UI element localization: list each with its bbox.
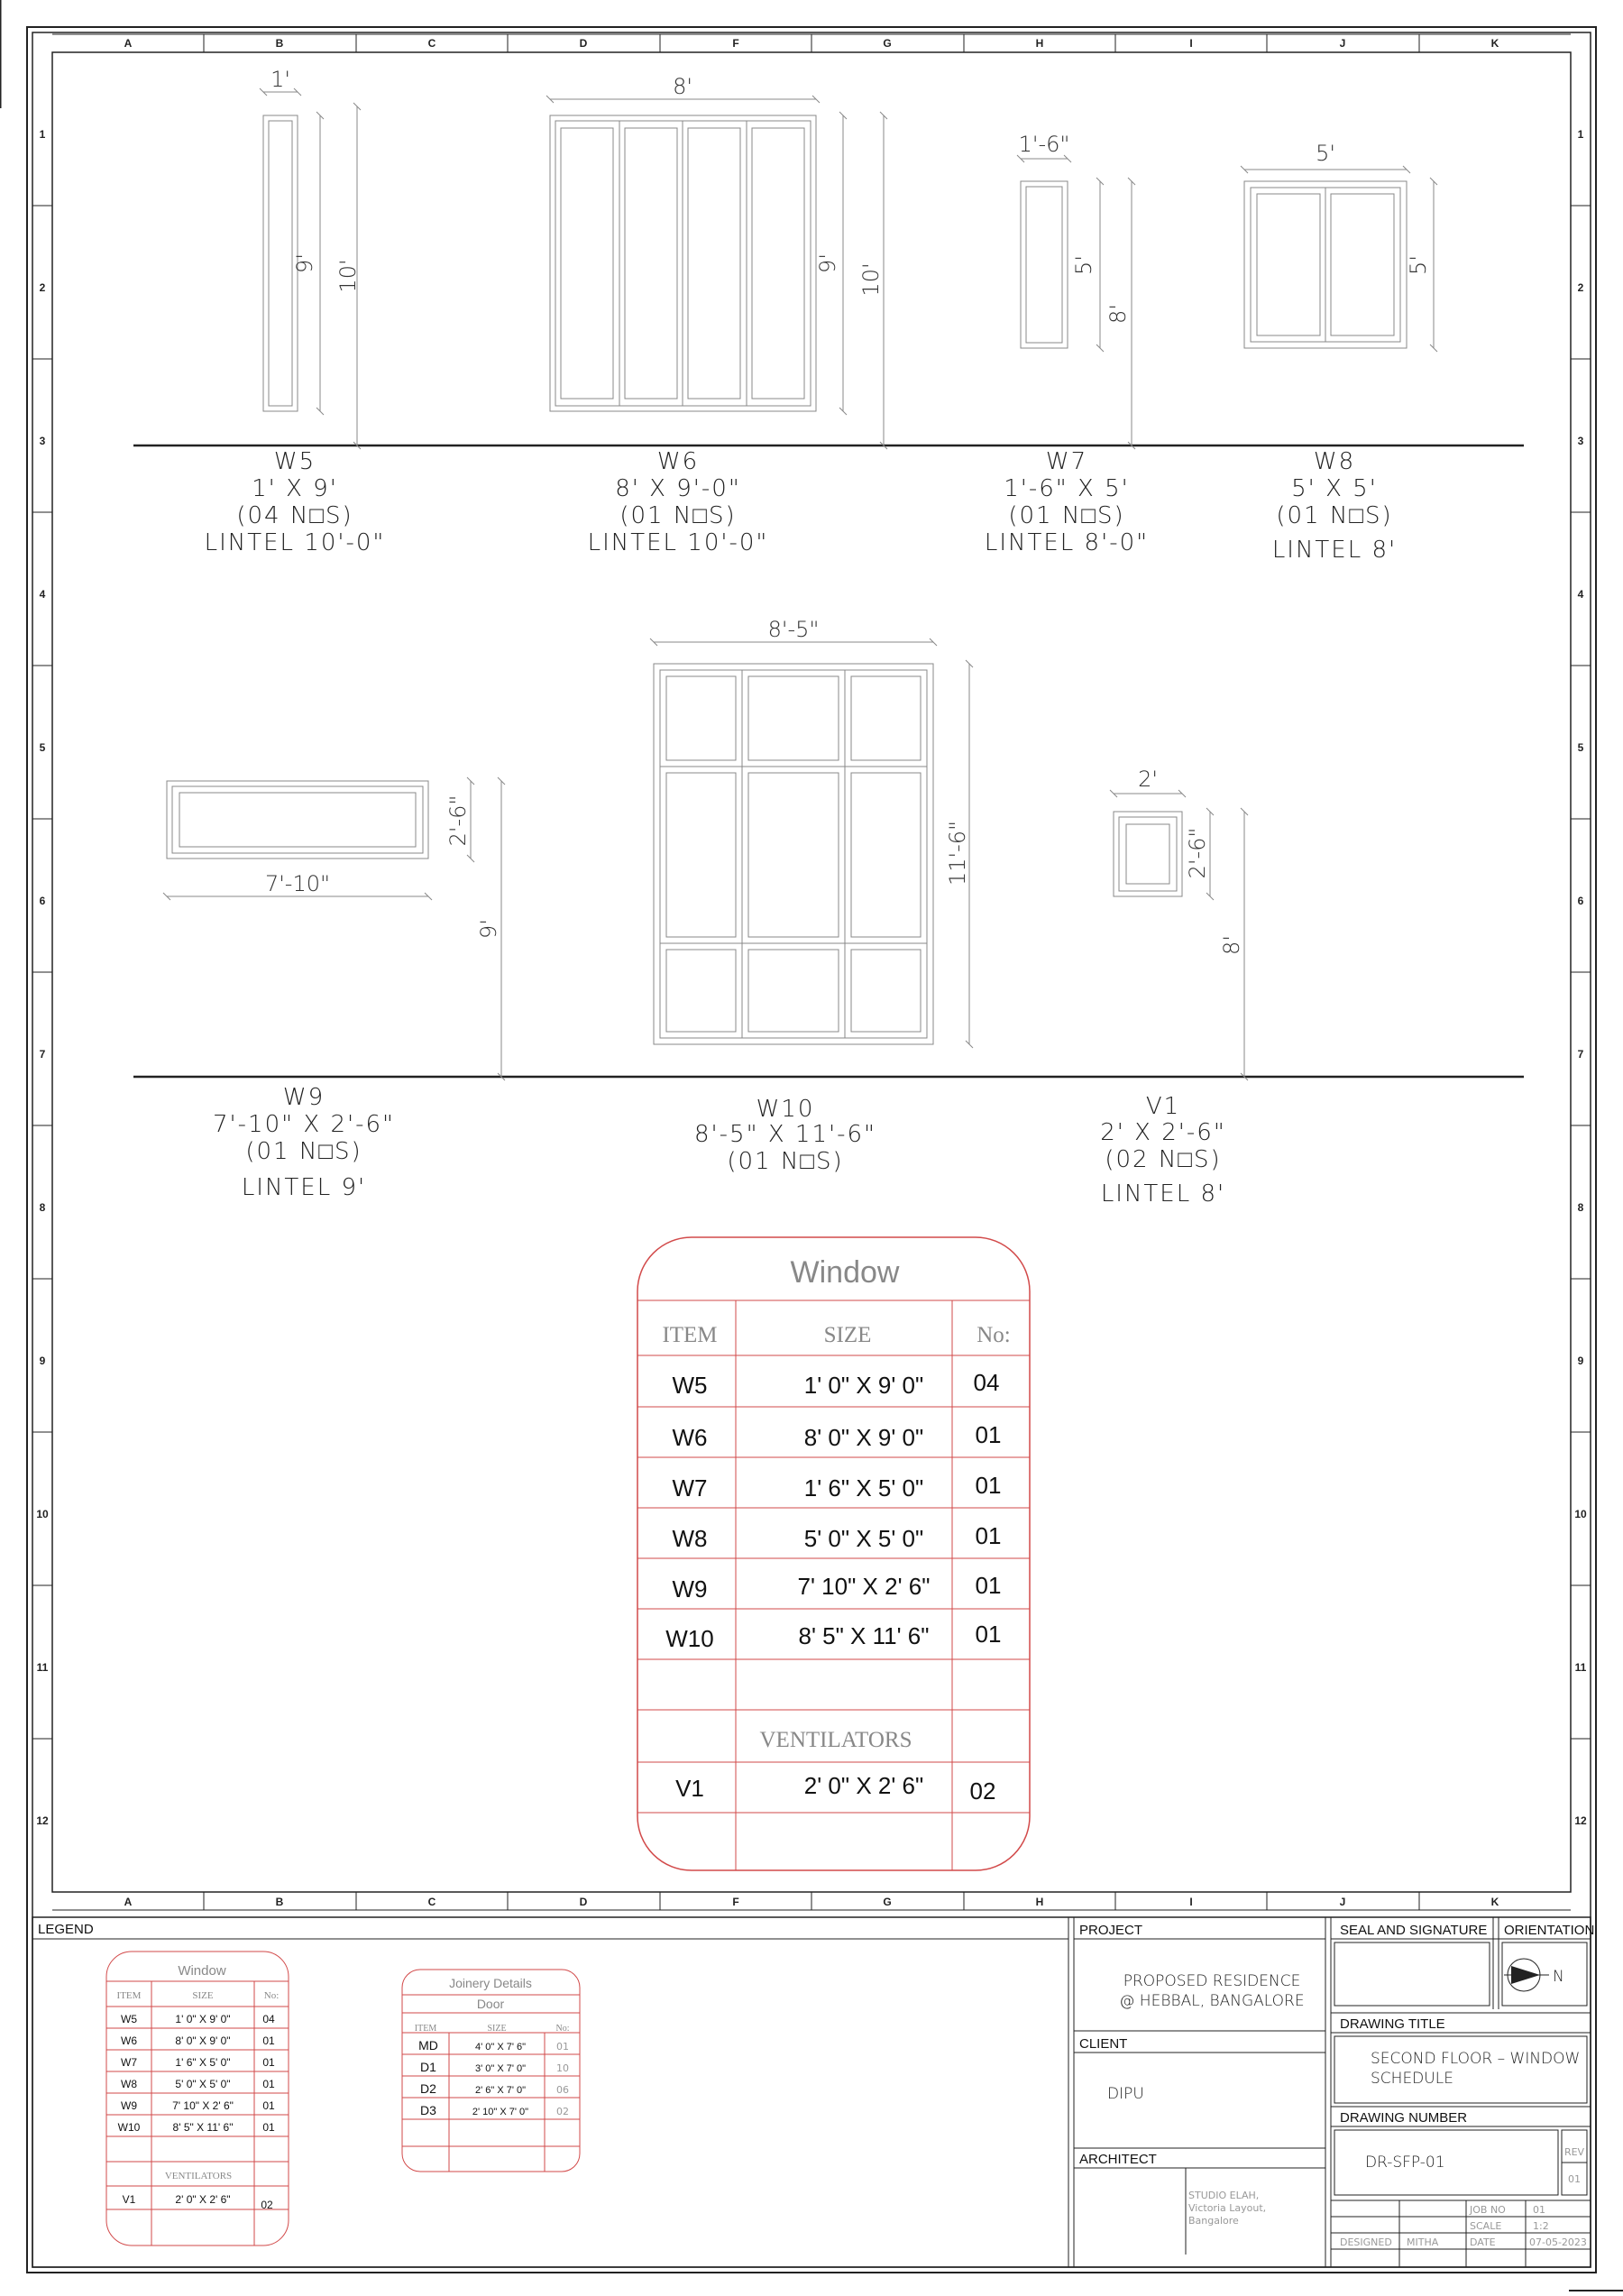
w5-width-dim: 1' — [270, 67, 290, 92]
schedule-no: 01 — [975, 1522, 1002, 1549]
client-name: DIPU — [1107, 2085, 1144, 2103]
legend-window-item: W6 — [121, 2034, 137, 2047]
architect-label: ARCHITECT — [1079, 2152, 1157, 2167]
grid-row-label: 8 — [39, 1201, 46, 1214]
project-label: PROJECT — [1079, 1923, 1143, 1938]
joinery-no: 01 — [556, 2041, 569, 2053]
grid-col-label: F — [732, 1896, 739, 1908]
grid-row-label: 5 — [1577, 741, 1584, 754]
schedule-no: 01 — [975, 1572, 1002, 1599]
legend-ventilators-title: VENTILATORS — [164, 2171, 233, 2181]
grid-col-label: F — [732, 37, 739, 50]
window-elevation-w5 — [260, 67, 361, 449]
legend-window-item: W10 — [117, 2121, 141, 2134]
grid-row-label: 12 — [36, 1814, 49, 1827]
legend-window-no: 01 — [262, 2078, 275, 2090]
architect-line1: STUDIO ELAH, — [1188, 2190, 1260, 2201]
scale-label: SCALE — [1470, 2220, 1502, 2232]
window-elevation-w8 — [1241, 141, 1437, 352]
title-strip — [32, 1917, 1594, 2267]
grid-col-label: G — [883, 37, 892, 50]
north-arrow-icon — [1504, 1959, 1549, 1991]
legend-window-no: 01 — [262, 2056, 275, 2069]
grid-col-label: D — [579, 1896, 588, 1908]
schedule-size: 8' 5" X 11' 6" — [798, 1622, 930, 1649]
legend-window-header-no: No: — [263, 1990, 280, 2001]
legend-window-size: 8' 0" X 9' 0" — [175, 2034, 231, 2047]
grid-row-label: 1 — [1577, 128, 1584, 141]
schedule-ventilators-title: VENTILATORS — [759, 1728, 912, 1752]
grid-col-label: K — [1490, 37, 1499, 50]
joinery-size: 2' 6" X 7' 0" — [474, 2085, 527, 2096]
v1-height-dim: 2'-6" — [1185, 827, 1210, 879]
schedule-header-no: No: — [977, 1323, 1011, 1347]
grid-row-label: 4 — [1577, 588, 1584, 601]
legend-window-item: V1 — [122, 2193, 136, 2206]
schedule-item: W5 — [672, 1372, 708, 1399]
rev-value: 01 — [1568, 2173, 1581, 2185]
grid-row-label: 11 — [1574, 1661, 1587, 1674]
w7-lintel-dim: 8' — [1105, 304, 1131, 324]
legend-window-item: W8 — [121, 2078, 137, 2090]
grid-row-label: 2 — [1577, 281, 1584, 294]
legend-window-no: 01 — [262, 2099, 275, 2112]
legend-window-no: 01 — [262, 2121, 275, 2134]
w8-nos: (01 N□S) — [1276, 502, 1393, 529]
schedule-item: W10 — [665, 1625, 714, 1652]
v1-lintel-dim: 8' — [1219, 935, 1244, 955]
grid-col-label: H — [1035, 1896, 1044, 1908]
w9-height-dim: 2'-6" — [445, 794, 471, 847]
legend-window-title: Window — [178, 1963, 226, 1979]
window-elevation-w9 — [163, 777, 505, 1080]
grid-row-label: 3 — [39, 435, 46, 447]
schedule-size: 5' 0" X 5' 0" — [803, 1525, 924, 1552]
w6-size: 8' X 9'-0" — [615, 475, 741, 502]
w5-size: 1' X 9' — [252, 475, 338, 502]
legend-window-no: 04 — [262, 2013, 275, 2025]
joinery-header-size: SIZE — [487, 2024, 507, 2034]
grid-row-labels-left — [36, 128, 49, 1827]
client-label: CLIENT — [1079, 2036, 1128, 2052]
w9-nos: (01 N□S) — [245, 1138, 362, 1165]
project-line2: @ HEBBAL, BANGALORE — [1119, 1992, 1305, 2010]
joinery-header-no: No: — [555, 2024, 570, 2034]
grid-row-labels-right — [1574, 128, 1587, 1827]
joinery-size: 3' 0" X 7' 0" — [474, 2063, 527, 2074]
grid-col-label: J — [1339, 37, 1346, 50]
legend-window-size: 8' 5" X 11' 6" — [172, 2121, 234, 2134]
w10-width-dim: 8'-5" — [767, 617, 820, 642]
legend-joinery-table — [402, 1970, 580, 2172]
v1-width-dim: 2' — [1138, 767, 1158, 792]
w9-tag: W9 — [282, 1084, 326, 1111]
w7-width-dim: 1'-6" — [1018, 132, 1070, 157]
seal-label: SEAL AND SIGNATURE — [1340, 1923, 1488, 1938]
legend-window-size: 2' 0" X 2' 6" — [175, 2193, 231, 2206]
w8-height-dim: 5' — [1406, 255, 1431, 275]
schedule-no: 04 — [973, 1369, 1000, 1396]
joinery-item: D3 — [420, 2103, 436, 2117]
captions-top-row — [205, 448, 1398, 564]
architect-line2: Victoria Layout, — [1188, 2202, 1267, 2214]
grid-col-label: I — [1189, 37, 1193, 50]
joinery-item: D2 — [420, 2081, 436, 2096]
w8-tag: W8 — [1313, 448, 1356, 475]
grid-row-label: 3 — [1577, 435, 1584, 447]
drawing-title-label: DRAWING TITLE — [1340, 2016, 1445, 2032]
legend-window-item: W9 — [121, 2099, 137, 2112]
joinery-item: MD — [418, 2038, 438, 2053]
v1-size: 2' X 2'-6" — [1100, 1119, 1226, 1146]
schedule-item: V1 — [675, 1775, 704, 1802]
joinery-no: 06 — [556, 2084, 569, 2096]
legend-window-no: 01 — [262, 2034, 275, 2047]
w10-size: 8'-5" X 11'-6" — [693, 1121, 877, 1148]
grid-row-label: 9 — [39, 1355, 46, 1367]
legend-window-item: W5 — [121, 2013, 137, 2025]
schedule-size: 2' 0" X 2' 6" — [803, 1772, 924, 1799]
schedule-no: 02 — [969, 1777, 996, 1805]
w6-lintel-dim: 10' — [858, 262, 884, 297]
legend-window-size: 7' 10" X 2' 6" — [172, 2099, 234, 2112]
drawing-number-label: DRAWING NUMBER — [1340, 2110, 1468, 2126]
schedule-header-item: ITEM — [662, 1323, 718, 1347]
legend-window-header-item: ITEM — [116, 1990, 142, 2001]
grid-row-label: 1 — [39, 128, 46, 141]
joinery-header-item: ITEM — [414, 2024, 437, 2034]
rev-label: REV — [1563, 2146, 1585, 2158]
legend-window-header-size: SIZE — [192, 1990, 214, 2001]
window-elevation-w7 — [1017, 132, 1135, 449]
grid-row-label: 2 — [39, 281, 46, 294]
legend-window-size: 1' 0" X 9' 0" — [175, 2013, 231, 2025]
grid-col-label: H — [1035, 37, 1044, 50]
grid-row-label: 6 — [1577, 895, 1584, 907]
designed-label: DESIGNED — [1340, 2236, 1392, 2248]
drawing-title-line1: SECOND FLOOR – WINDOW — [1371, 2050, 1581, 2068]
grid-row-label: 12 — [1574, 1814, 1587, 1827]
architect-line3: Bangalore — [1188, 2215, 1239, 2227]
w10-height-dim: 11'-6" — [945, 820, 970, 886]
grid-row-label: 10 — [36, 1508, 49, 1520]
project-line1: PROPOSED RESIDENCE — [1123, 1972, 1301, 1990]
window-schedule-table — [637, 1237, 1030, 1870]
joinery-size: 4' 0" X 7' 6" — [474, 2042, 527, 2053]
w8-lintel: LINTEL 8' — [1271, 537, 1398, 564]
legend-window-table — [106, 1952, 289, 2245]
schedule-item: W8 — [672, 1525, 708, 1552]
w5-lintel: LINTEL 10'-0" — [204, 529, 386, 556]
schedule-size: 1' 6" X 5' 0" — [803, 1474, 924, 1502]
legend-label: LEGEND — [38, 1922, 94, 1937]
w9-width-dim: 7'-10" — [264, 871, 331, 896]
v1-lintel: LINTEL 8' — [1100, 1180, 1226, 1208]
grid-row-label: 4 — [39, 588, 46, 601]
schedule-item: W7 — [672, 1474, 708, 1502]
grid-row-label: 10 — [1574, 1508, 1587, 1520]
w7-lintel: LINTEL 8'-0" — [984, 529, 1150, 556]
schedule-no: 01 — [975, 1621, 1002, 1648]
legend-window-size: 5' 0" X 5' 0" — [175, 2078, 231, 2090]
joinery-subtitle: Door — [476, 1997, 505, 2011]
grid-row-label: 11 — [36, 1661, 49, 1674]
schedule-item: W6 — [672, 1424, 708, 1451]
grid-col-label: I — [1189, 1896, 1193, 1908]
schedule-item: W9 — [672, 1575, 708, 1603]
schedule-size: 1' 0" X 9' 0" — [803, 1372, 924, 1399]
captions-bottom-row — [213, 1084, 1226, 1208]
w7-tag: W7 — [1045, 448, 1088, 475]
w7-size: 1'-6" X 5' — [1004, 475, 1130, 502]
grid-row-label: 7 — [39, 1048, 46, 1061]
w7-nos: (01 N□S) — [1008, 502, 1125, 529]
w5-tag: W5 — [273, 448, 316, 475]
w6-tag: W6 — [656, 448, 700, 475]
date-label: DATE — [1470, 2236, 1496, 2248]
window-elevation-w10 — [650, 617, 973, 1048]
drawing-title-line2: SCHEDULE — [1371, 2070, 1453, 2088]
w8-width-dim: 5' — [1316, 141, 1335, 166]
w5-height-dim: 9' — [292, 253, 317, 273]
w5-nos: (04 N□S) — [236, 502, 353, 529]
date-value: 07-05-2023 — [1529, 2236, 1587, 2248]
legend-window-size: 1' 6" X 5' 0" — [175, 2056, 231, 2069]
joinery-title: Joinery Details — [449, 1976, 532, 1990]
grid-row-label: 8 — [1577, 1201, 1584, 1214]
w6-lintel: LINTEL 10'-0" — [587, 529, 769, 556]
v1-tag: V1 — [1145, 1093, 1181, 1120]
joinery-size: 2' 10" X 7' 0" — [472, 2107, 529, 2117]
joinery-no: 02 — [556, 2106, 569, 2117]
north-label: N — [1553, 1968, 1564, 1986]
schedule-header-size: SIZE — [823, 1323, 872, 1347]
drawing-frame — [52, 52, 1571, 1892]
window-elevation-w6 — [546, 74, 887, 449]
w9-lintel: LINTEL 9' — [241, 1174, 367, 1201]
schedule-title: Window — [790, 1255, 900, 1290]
grid-row-label: 5 — [39, 741, 46, 754]
schedule-size: 7' 10" X 2' 6" — [797, 1573, 931, 1600]
grid-col-label: J — [1339, 1896, 1346, 1908]
legend-window-no: 02 — [261, 2199, 273, 2211]
grid-row-dividers — [32, 206, 1591, 1739]
grid-col-label: A — [124, 37, 133, 50]
schedule-no: 01 — [975, 1472, 1002, 1499]
grid-row-label: 6 — [39, 895, 46, 907]
schedule-size: 8' 0" X 9' 0" — [803, 1424, 924, 1451]
grid-col-label: B — [275, 37, 284, 50]
legend-window-item: W7 — [121, 2056, 137, 2069]
grid-col-label: A — [124, 1896, 133, 1908]
grid-col-label: D — [579, 37, 588, 50]
ventilator-elevation-v1 — [1110, 767, 1248, 1080]
w10-nos: (01 N□S) — [727, 1148, 844, 1175]
grid-col-label: C — [427, 37, 436, 50]
designed-by: MITHA — [1407, 2236, 1439, 2248]
w6-width-dim: 8' — [673, 74, 692, 99]
job-no-label: JOB NO — [1470, 2204, 1506, 2216]
orientation-label: ORIENTATION — [1504, 1923, 1595, 1938]
scale-value: 1:2 — [1533, 2220, 1549, 2232]
grid-col-label: B — [275, 1896, 284, 1908]
w9-size: 7'-10" X 2'-6" — [212, 1111, 396, 1138]
schedule-no: 01 — [975, 1421, 1002, 1448]
grid-col-label: C — [427, 1896, 436, 1908]
grid-row-label: 7 — [1577, 1048, 1584, 1061]
w10-tag: W10 — [756, 1096, 815, 1123]
w6-nos: (01 N□S) — [619, 502, 737, 529]
job-no: 01 — [1533, 2204, 1545, 2216]
grid-col-label: K — [1490, 1896, 1499, 1908]
w6-height-dim: 9' — [815, 253, 840, 273]
w9-lintel-dim: 9' — [476, 919, 501, 939]
w5-lintel-dim: 10' — [335, 259, 361, 293]
w7-height-dim: 5' — [1071, 255, 1096, 275]
drawing-number: DR-SFP-01 — [1365, 2154, 1445, 2172]
grid-row-label: 9 — [1577, 1355, 1584, 1367]
w8-size: 5' X 5' — [1291, 475, 1378, 502]
grid-col-label: G — [883, 1896, 892, 1908]
joinery-no: 10 — [556, 2062, 569, 2074]
joinery-item: D1 — [420, 2060, 436, 2074]
v1-nos: (02 N□S) — [1105, 1146, 1222, 1173]
